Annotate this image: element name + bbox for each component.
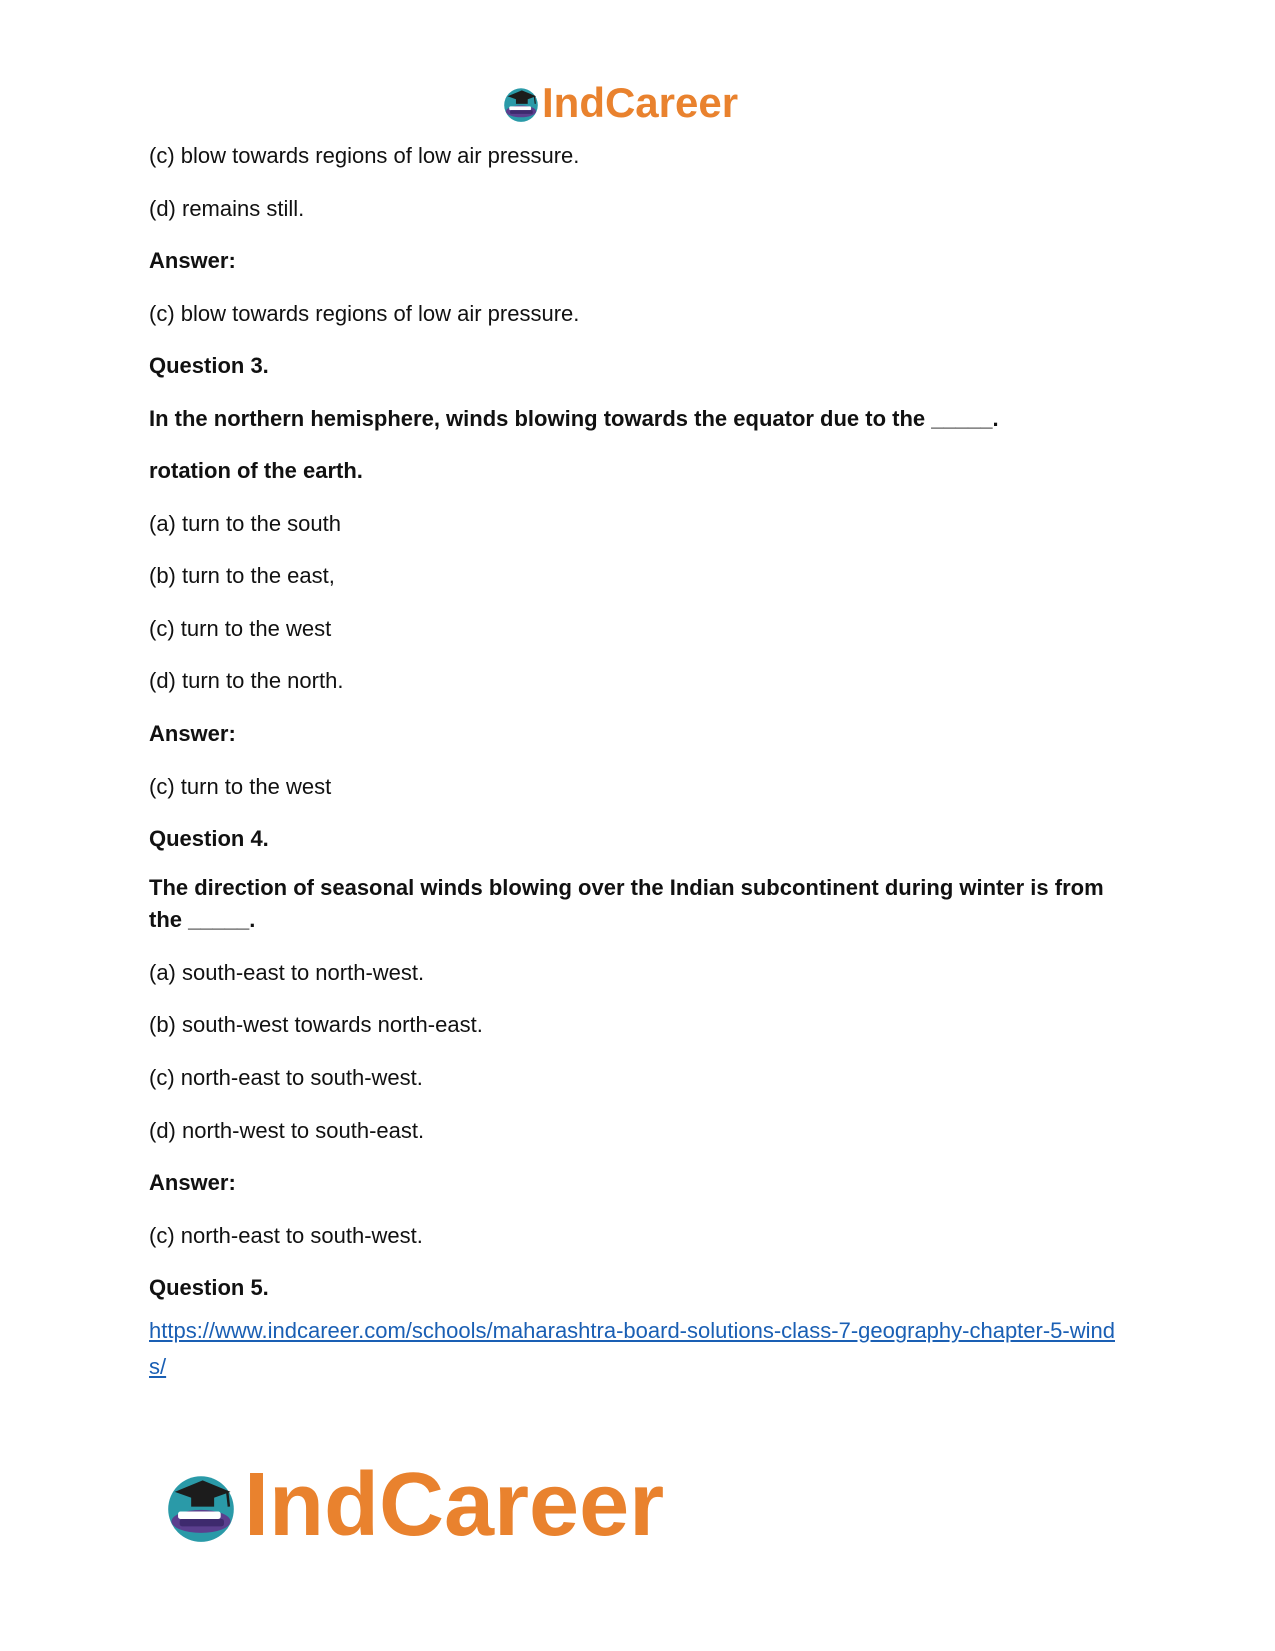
- source-link[interactable]: https://www.indcareer.com/schools/maharashtra-board-solutions-class-7-geography-chapter-5-winds/: [149, 1318, 1115, 1379]
- answer-heading: Answer:: [149, 248, 236, 273]
- question-text-continued: rotation of the earth.: [149, 458, 363, 483]
- answer-text: (c) blow towards regions of low air pressure.: [149, 301, 580, 326]
- option-text: (a) turn to the south: [149, 511, 341, 536]
- option-text: (d) north-west to south-east.: [149, 1118, 425, 1143]
- question-heading: Question 3.: [149, 353, 269, 378]
- answer-text: (c) turn to the west: [149, 774, 332, 799]
- question-text: In the northern hemisphere, winds blowing towards the equator due to the _____.: [149, 406, 999, 431]
- option-text: (c) blow towards regions of low air pressure.: [149, 143, 580, 168]
- footer-logo: [160, 1455, 665, 1555]
- brand-name: IndCareer: [542, 79, 739, 126]
- answer-heading: Answer:: [149, 721, 236, 746]
- option-text: (c) north-east to south-west.: [149, 1065, 423, 1090]
- indcareer-logo-icon: [500, 82, 542, 124]
- question-text: The direction of seasonal winds blowing over the Indian subcontinent during winter is from the _____.: [149, 875, 1104, 932]
- brand-name: IndCareer: [244, 1455, 665, 1555]
- option-text: (d) turn to the north.: [149, 668, 344, 693]
- option-text: (a) south-east to north-west.: [149, 960, 425, 985]
- option-text: (b) south-west towards north-east.: [149, 1012, 483, 1037]
- answer-heading: Answer:: [149, 1170, 236, 1195]
- option-text: (d) remains still.: [149, 196, 305, 221]
- question-heading: Question 4.: [149, 826, 269, 851]
- header-logo: [500, 80, 738, 126]
- question-heading: Question 5.: [149, 1275, 269, 1300]
- option-text: (b) turn to the east,: [149, 563, 335, 588]
- indcareer-logo-icon: [160, 1464, 242, 1546]
- answer-text: (c) north-east to south-west.: [149, 1223, 423, 1248]
- option-text: (c) turn to the west: [149, 616, 332, 641]
